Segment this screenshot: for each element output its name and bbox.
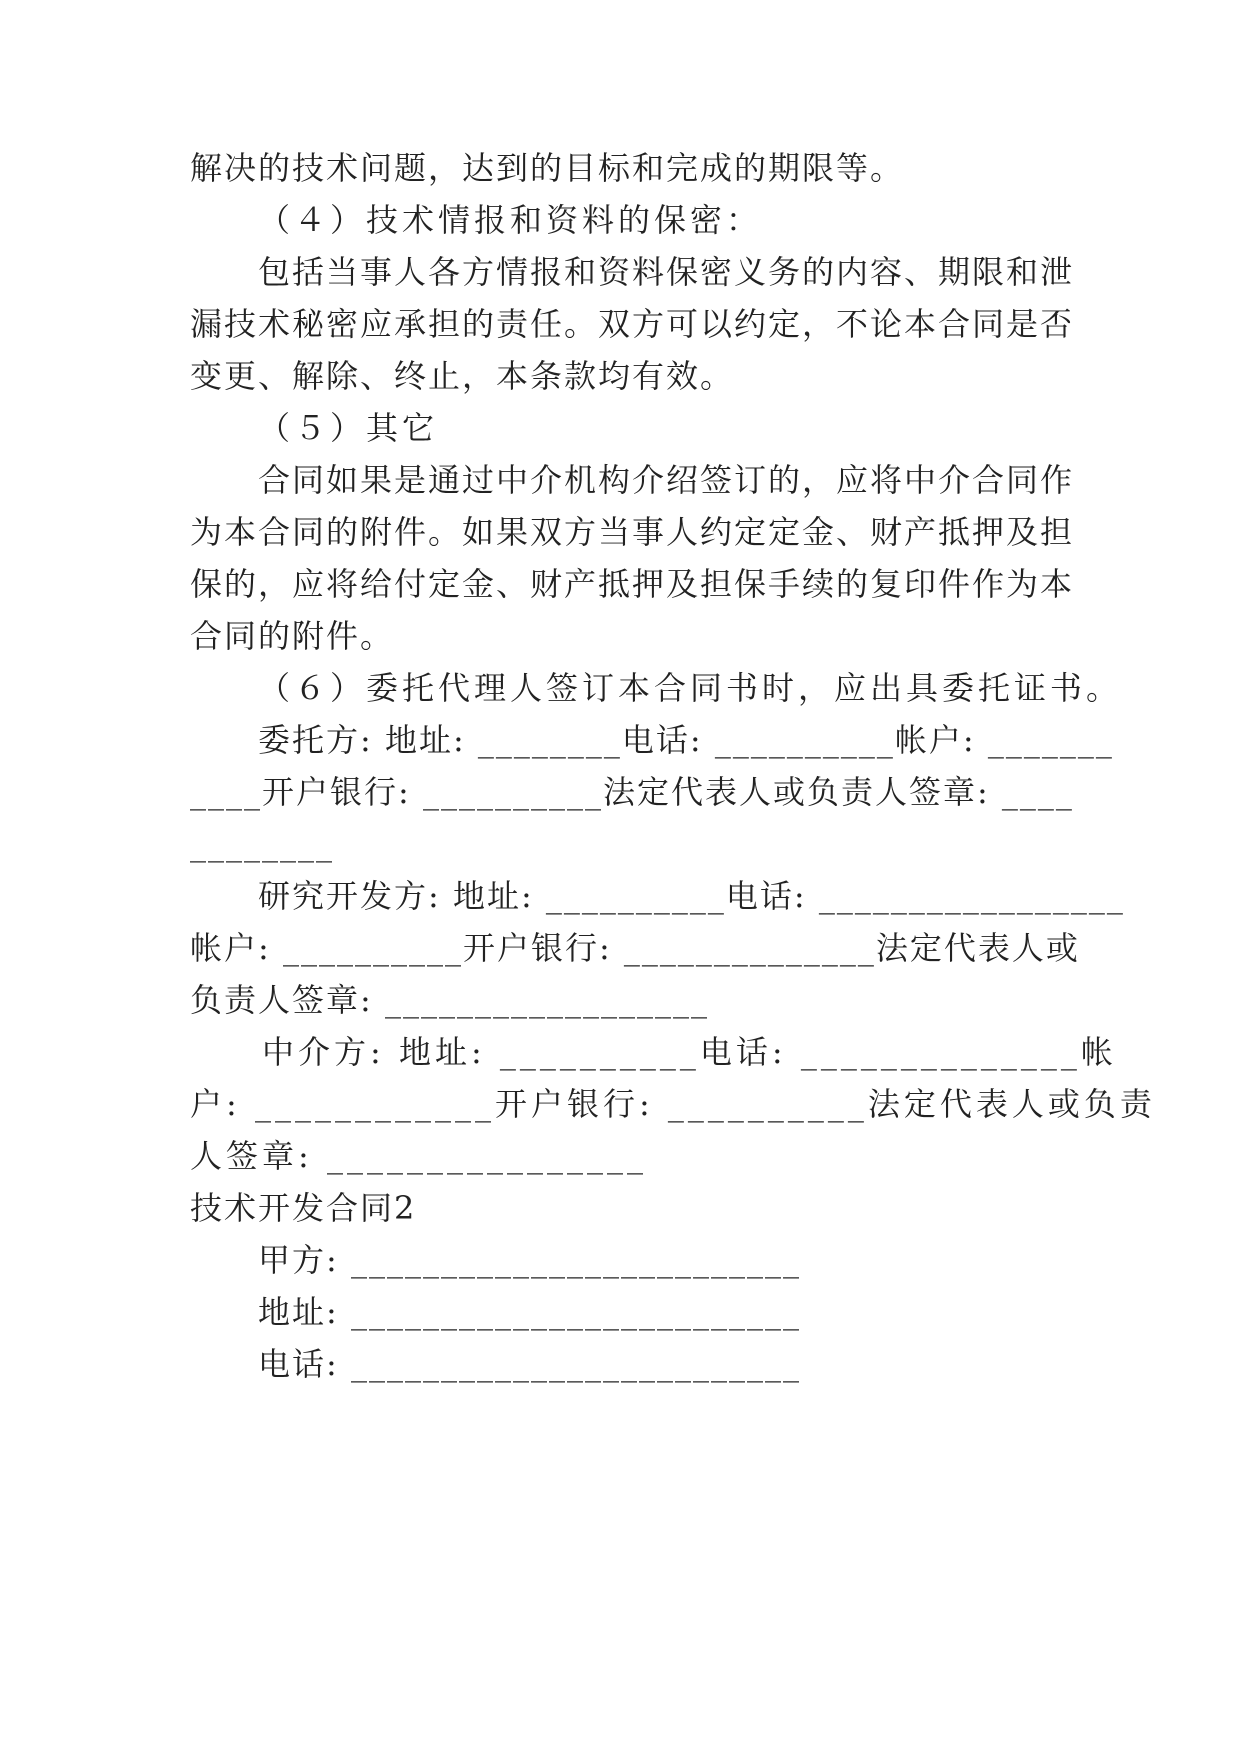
phone-field: 电话: _________________________ xyxy=(258,1345,801,1383)
client-party-line: 委托方: 地址: ________电话: __________帐户: _______ xyxy=(258,721,1114,759)
clause-heading: （４）技术情报和资料的保密： xyxy=(258,201,763,239)
paragraph-line: 合同的附件。 xyxy=(190,617,395,655)
paragraph-line: 为本合同的附件。如果双方当事人约定定金、财产抵押及担 xyxy=(190,513,1075,551)
agent-party-line: 中介方: 地址: __________电话: ______________帐 xyxy=(262,1033,1117,1071)
agent-party-line: 户: ____________开户银行: __________法定代表人或负责 xyxy=(190,1085,1156,1123)
paragraph-line: 保的，应将给付定金、财产抵押及担保手续的复印件作为本 xyxy=(190,565,1075,603)
paragraph-line: 合同如果是通过中介机构介绍签订的，应将中介合同作 xyxy=(258,461,1075,499)
address-field: 地址: _________________________ xyxy=(258,1293,801,1331)
clause-heading: （６）委托代理人签订本合同书时，应出具委托证书。 xyxy=(258,669,1123,707)
paragraph-line: 变更、解除、终止，本条款均有效。 xyxy=(190,357,735,395)
contract-title: 技术开发合同2 xyxy=(190,1189,417,1227)
clause-heading: （５）其它 xyxy=(258,409,439,447)
paragraph-line: 解决的技术问题，达到的目标和完成的期限等。 xyxy=(190,149,905,187)
signature-blank: ________ xyxy=(190,825,334,863)
developer-party-line: 帐户: __________开户银行: ______________法定代表人或 xyxy=(190,929,1080,967)
client-party-line: ____开户银行: __________法定代表人或负责人签章: ____ xyxy=(190,773,1074,811)
developer-party-line: 负责人签章: __________________ xyxy=(190,981,709,1019)
agent-party-line: 人签章: ________________ xyxy=(190,1137,647,1175)
paragraph-line: 漏技术秘密应承担的责任。双方可以约定，不论本合同是否 xyxy=(190,305,1075,343)
paragraph-line: 包括当事人各方情报和资料保密义务的内容、期限和泄 xyxy=(258,253,1075,291)
party-a-field: 甲方: _________________________ xyxy=(258,1241,801,1279)
developer-party-line: 研究开发方: 地址: __________电话: _________________ xyxy=(258,877,1125,915)
